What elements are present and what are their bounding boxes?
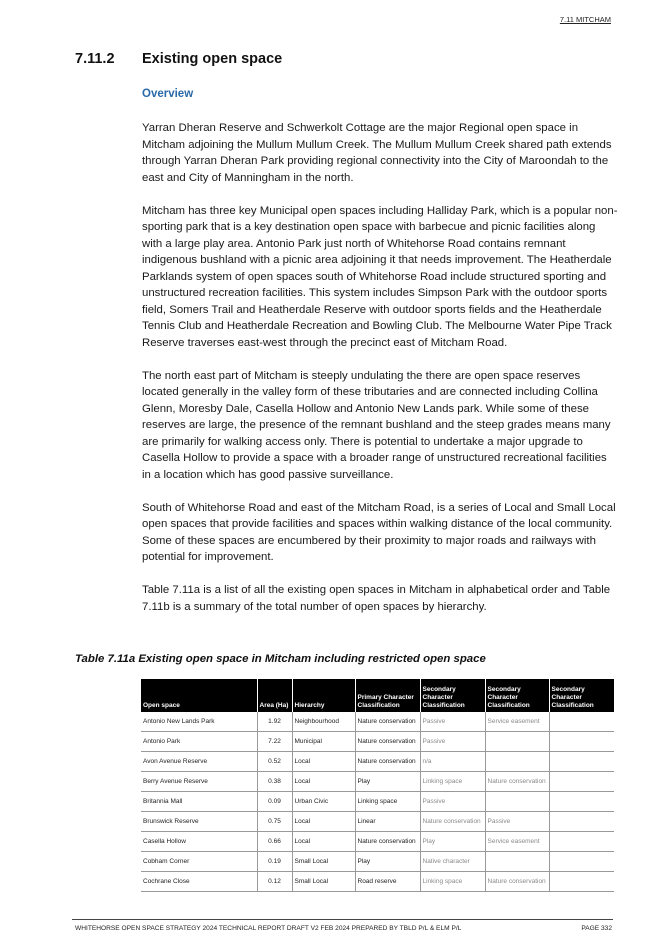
table-cell: Passive <box>420 712 485 732</box>
table-cell: Linking space <box>355 792 420 812</box>
table-cell: Municipal <box>292 732 355 752</box>
table-cell: Play <box>420 832 485 852</box>
table-cell: Native character <box>420 852 485 872</box>
table-cell: Antonio Park <box>141 732 257 752</box>
table-cell: Berry Avenue Reserve <box>141 772 257 792</box>
table-cell: Linear <box>355 812 420 832</box>
overview-heading: Overview <box>142 88 194 100</box>
table-cell: Nature conservation <box>355 712 420 732</box>
footer-divider <box>72 919 613 920</box>
page-number: PAGE 332 <box>581 925 612 932</box>
table-cell: Avon Avenue Reserve <box>141 752 257 772</box>
running-head: 7.11 MITCHAM <box>559 15 611 24</box>
table-row <box>141 872 614 892</box>
table-cell: Nature conservation <box>355 732 420 752</box>
table-cell: Play <box>355 772 420 792</box>
table-cell: n/a <box>420 752 485 772</box>
table-cell <box>549 792 614 812</box>
table-cell <box>485 852 549 872</box>
footer-text: WHITEHORSE OPEN SPACE STRATEGY 2024 TECHNICAL REPORT DRAFT V2 FEB 2024 PREPARED BY TBLD P/L & ELM P/L <box>75 925 462 932</box>
table-cell: 0.38 <box>257 772 292 792</box>
table-cell <box>549 772 614 792</box>
footer <box>75 925 612 932</box>
table-cell <box>549 812 614 832</box>
paragraph: The north east part of Mitcham is steeply undulating the there are open space reserves located generally in the valley form of these tributaries and are connected including Collina Glenn, Moresby Dale, Casella Hollow and Antonio New Lands park. While some of these reserves are large, the presence of the remnant bushland and the steep grades means many are primarily for walking access only. There is potential to undertake a major upgrade to Casella Hollow to provide a space with a broader range of unstructured recreational facilities in a location which has good passive surveillance. <box>142 369 611 481</box>
table-cell: Brunswick Reserve <box>141 812 257 832</box>
table-row <box>141 812 614 832</box>
section-title: Existing open space <box>142 51 283 67</box>
table-row <box>141 752 614 772</box>
table-cell: Local <box>292 812 355 832</box>
column-header: Secondary Character Classification <box>549 679 614 712</box>
table-cell <box>549 732 614 752</box>
table-cell <box>549 712 614 732</box>
table-header-row <box>141 679 614 712</box>
table-cell: Small Local <box>292 872 355 892</box>
table-cell: Small Local <box>292 852 355 872</box>
table-cell: 0.09 <box>257 792 292 812</box>
column-header: Secondary Character Classification <box>485 679 549 712</box>
table-cell: Play <box>355 852 420 872</box>
column-header: Open space <box>141 679 257 712</box>
table-row <box>141 712 614 732</box>
table-cell: Cochrane Close <box>141 872 257 892</box>
table-cell <box>485 752 549 772</box>
table-cell <box>549 872 614 892</box>
table-cell: Linking space <box>420 772 485 792</box>
table-cell: 0.75 <box>257 812 292 832</box>
table-cell: Passive <box>420 732 485 752</box>
table-cell <box>485 732 549 752</box>
column-header: Area (Ha) <box>257 679 292 712</box>
table-cell: Nature conservation <box>485 772 549 792</box>
paragraph: Table 7.11a is a list of all the existing open spaces in Mitcham in alphabetical order and Table 7.11b is a summary of the total number of open spaces by hierarchy. <box>142 584 611 613</box>
table-cell: Passive <box>485 812 549 832</box>
table-cell: Service easement <box>485 832 549 852</box>
table-cell <box>549 832 614 852</box>
table-cell: Road reserve <box>355 872 420 892</box>
section-heading <box>75 51 282 67</box>
table-cell: Britannia Mall <box>141 792 257 812</box>
table-cell: 0.19 <box>257 852 292 872</box>
table-cell <box>485 792 549 812</box>
table-cell: Nature conservation <box>355 832 420 852</box>
table-cell: 0.52 <box>257 752 292 772</box>
table-cell: 7.22 <box>257 732 292 752</box>
table-cell: Urban Civic <box>292 792 355 812</box>
table-row <box>141 852 614 872</box>
open-space-table <box>141 679 614 892</box>
paragraph: Yarran Dheran Reserve and Schwerkolt Cottage are the major Regional open space in Mitcham adjoining the Mullum Mullum Creek. The Mullum Mullum Creek shared path extends through Yarran Dheran Park providing regional connectivity into the City of Maroondah to the east and City of Manningham in the north. <box>142 122 612 184</box>
table-cell: Antonio New Lands Park <box>141 712 257 732</box>
table-cell: Local <box>292 752 355 772</box>
table-cell: Cobham Corner <box>141 852 257 872</box>
table-cell: 0.12 <box>257 872 292 892</box>
table-cell: Casella Hollow <box>141 832 257 852</box>
column-header: Secondary Character Classification <box>420 679 485 712</box>
table-cell: Local <box>292 832 355 852</box>
table-cell: 1.92 <box>257 712 292 732</box>
column-header: Primary Character Classification <box>355 679 420 712</box>
table-cell: Neighbourhood <box>292 712 355 732</box>
column-header: Hierarchy <box>292 679 355 712</box>
table-cell: Nature conservation <box>485 872 549 892</box>
table-cell: Nature conservation <box>420 812 485 832</box>
table-cell: Service easement <box>485 712 549 732</box>
table-cell: Linking space <box>420 872 485 892</box>
paragraph: Mitcham has three key Municipal open spaces including Halliday Park, which is a popular non-sporting park that is a key destination open space with barbecue and picnic facilities along with a large play area. Antonio Park just north of Whitehorse Road contains remnant indigenous bushland with a picnic area adjoining it that needs improvement. The Heatherdale Parklands system of open spaces south of Whitehorse Road include structured sporting and unstructured recreation facilities. This system includes Simpson Park with the outdoor sports field, Somers Trail and Heatherdale Reserve with outdoor sports fields and the Heatherdale Tennis Club and Heatherdale Recreation and Bowling Club. The Melbourne Water Pipe Track Reserve traverses east-west through the precinct east of Mitcham Road. <box>142 204 618 349</box>
table-row <box>141 772 614 792</box>
table-cell <box>549 752 614 772</box>
table-caption: Table 7.11a Existing open space in Mitcham including restricted open space <box>75 653 486 665</box>
table-row <box>141 832 614 852</box>
body-text <box>142 120 618 632</box>
table-cell <box>549 852 614 872</box>
section-number: 7.11.2 <box>75 51 115 67</box>
table-cell: Local <box>292 772 355 792</box>
table-row <box>141 792 614 812</box>
table-cell: Passive <box>420 792 485 812</box>
table-row <box>141 732 614 752</box>
table-cell: 0.66 <box>257 832 292 852</box>
table-cell: Nature conservation <box>355 752 420 772</box>
paragraph: South of Whitehorse Road and east of the Mitcham Road, is a series of Local and Small Local open spaces that provide facilities and spaces within walking distance of the local community. Some of these spaces are encumbered by their proximity to major roads and railways with potential for improvement. <box>142 501 616 563</box>
